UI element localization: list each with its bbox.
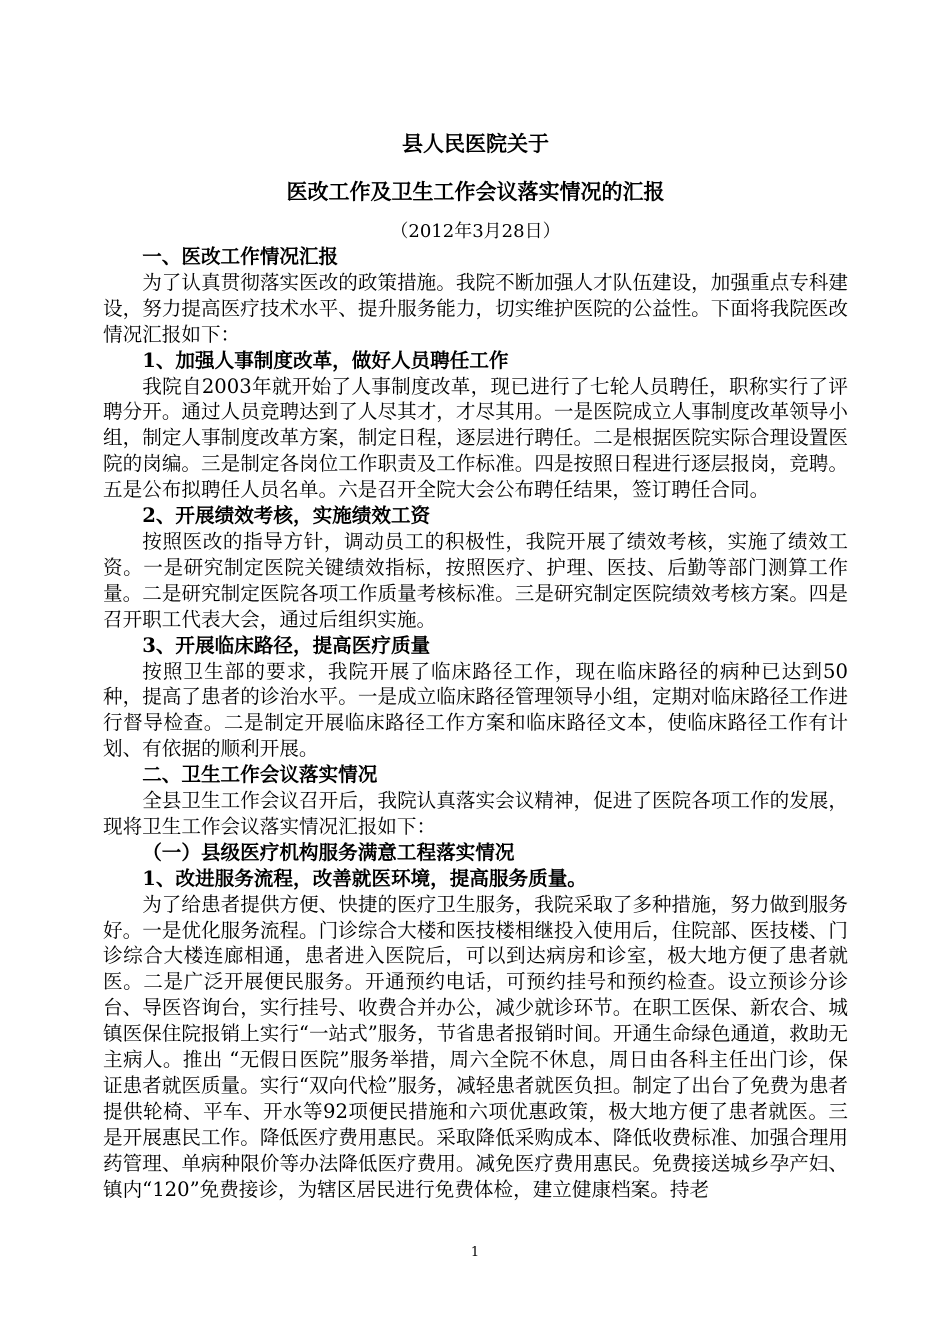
document-body: [103, 244, 848, 1203]
body-paragraph: 按照医改的指导方针，调动员工的积极性，我院开展了绩效考核，实施了绩效工资。一是研究制定医院关键绩效指标，按照医疗、护理、医技、后勤等部门测算工作量。二是研究制定医院各项工作质量考核标准。三是研究制定医院绩效考核方案。四是召开职工代表大会，通过后组织实施。: [103, 529, 848, 631]
body-paragraph: 全县卫生工作会议召开后，我院认真落实会议精神，促进了医院各项工作的发展，现将卫生工作会议落实情况汇报如下：: [103, 789, 848, 838]
page-number: 1: [470, 1245, 480, 1260]
document-content: [103, 130, 848, 1203]
body-paragraph: 我院自2003年就开始了人事制度改革，现已进行了七轮人员聘任，职称实行了评聘分开。通过人员竞聘达到了人尽其才，才尽其用。一是医院成立人事制度改革领导小组，制定人事制度改革方案，制定日程，逐层进行聘任。二是根据医院实际合理设置医院的岗编。三是制定各岗位工作职责及工作标准。四是按照日程进行逐层报岗，竞聘。五是公布拟聘任人员名单。六是召开全院大会公布聘任结果，签订聘任合同。: [103, 374, 848, 502]
body-paragraph: 按照卫生部的要求，我院开展了临床路径工作，现在临床路径的病种已达到50种，提高了患者的诊治水平。一是成立临床路径管理领导小组，定期对临床路径工作进行督导检查。二是制定开展临床路径工作方案和临床路径文本，使临床路径工作有计划、有依据的顺利开展。: [103, 659, 848, 761]
document-date: （2012年3月28日）: [390, 221, 561, 242]
section-heading: 二、卫生工作会议落实情况: [142, 763, 378, 787]
section-heading: （一）县级医疗机构服务满意工程落实情况: [142, 840, 515, 864]
section-heading: 1、加强人事制度改革，做好人员聘任工作: [142, 348, 509, 372]
document-title-line2: 医改工作及卫生工作会议落实情况的汇报: [286, 179, 665, 204]
section-heading: 2、开展绩效考核，实施绩效工资: [142, 504, 431, 528]
body-paragraph: 为了认真贯彻落实医改的政策措施。我院不断加强人才队伍建设，加强重点专科建设，努力提高医疗技术水平、提升服务能力，切实维护医院的公益性。下面将我院医改情况汇报如下：: [103, 270, 848, 346]
document-title-line1: 县人民医院关于: [402, 131, 549, 156]
section-heading: 1、改进服务流程，改善就医环境，提高服务质量。: [142, 866, 587, 890]
section-heading: 一、医改工作情况汇报: [142, 245, 339, 268]
body-paragraph: 为了给患者提供方便、快捷的医疗卫生服务，我院采取了多种措施，努力做到服务好。一是优化服务流程。门诊综合大楼和医技楼相继投入使用后，住院部、医技楼、门诊综合大楼连廊相通，患者进入医院后，可以到达病房和诊室，极大地方便了患者就医。二是广泛开展便民服务。开通预约电话，可预约挂号和预约检查。设立预诊分诊台、导医咨询台，实行挂号、收费合并办公，减少就诊环节。在职工医保、新农合、城镇医保住院报销上实行“一站式”服务，节省患者报销时间。开通生命绿色通道，救助无主病人。推出 “无假日医院”服务举措，周六全院不休息，周日由各科主任出门诊，保证患者就医质量。实行“双向代检”服务，减轻患者就医负担。制定了出台了免费为患者提供轮椅、平车、开水等92项便民措施和六项优惠政策，极大地方便了患者就医。三是开展惠民工作。降低医疗费用惠民。采取降低采购成本、降低收费标准、加强合理用药管理、单病种限价等办法降低医疗费用。减免医疗费用惠民。免费接送城乡孕产妇、镇内“120”免费接诊，为辖区居民进行免费体检，建立健康档案。持老: [103, 892, 849, 1201]
section-heading: 3、开展临床路径，提高医疗质量: [142, 633, 431, 657]
